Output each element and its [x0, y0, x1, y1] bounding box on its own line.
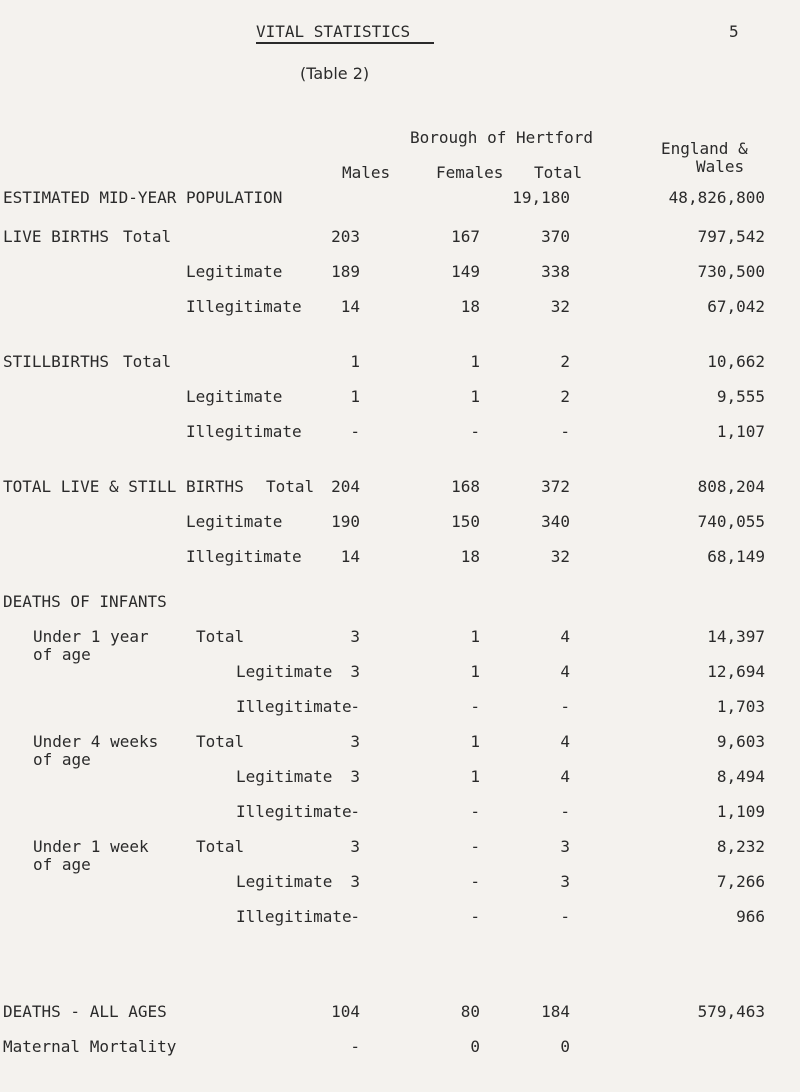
- live-births-row-females: 167: [451, 227, 480, 246]
- total-births-row-total: 32: [550, 547, 570, 566]
- total-births-row-females: 150: [451, 512, 480, 531]
- stillbirths-row-males: 1: [350, 352, 360, 371]
- population-label: ESTIMATED MID-YEAR POPULATION: [3, 188, 283, 207]
- live-births-row-total: 370: [541, 227, 570, 246]
- stillbirths-row-england: 1,107: [716, 422, 765, 441]
- total-header: Total: [534, 163, 583, 182]
- live-births-row-males: 14: [340, 297, 360, 316]
- infant-row-label: Legitimate: [236, 662, 333, 681]
- total-births-row-label: Total: [266, 477, 315, 496]
- infant-row-total: 4: [560, 732, 570, 751]
- deaths-all-england: 579,463: [697, 1002, 765, 1021]
- infant-row-females: -: [470, 907, 480, 926]
- live-births-row-label: Legitimate: [186, 262, 283, 281]
- stillbirths-row-label: Total: [123, 352, 172, 371]
- infant-row-total: 4: [560, 767, 570, 786]
- stillbirths-row-males: -: [350, 422, 360, 441]
- infant-row-england: 1,703: [716, 697, 765, 716]
- infant-row-england: 12,694: [707, 662, 765, 681]
- live-births-row-males: 203: [331, 227, 360, 246]
- total-births-row-males: 204: [331, 477, 360, 496]
- infant-row-label: Legitimate: [236, 872, 333, 891]
- deaths-all-total: 184: [541, 1002, 570, 1021]
- infant-row-england: 1,109: [716, 802, 765, 821]
- males-header: Males: [342, 163, 391, 182]
- infant-row-total: -: [560, 907, 570, 926]
- live-births-row-label: Illegitimate: [186, 297, 302, 316]
- infant-row-england: 8,494: [716, 767, 765, 786]
- live-births-row-england: 67,042: [707, 297, 765, 316]
- total-births-row-females: 168: [451, 477, 480, 496]
- live-births-row-england: 730,500: [697, 262, 765, 281]
- infant-row-males: 3: [350, 767, 360, 786]
- infant-row-females: -: [470, 872, 480, 891]
- infant-row-females: -: [470, 802, 480, 821]
- infant-row-total: 3: [560, 837, 570, 856]
- stillbirths-row-label: Illegitimate: [186, 422, 302, 441]
- infant-row-males: 3: [350, 872, 360, 891]
- infant-row-total: 4: [560, 627, 570, 646]
- infant-row-england: 9,603: [716, 732, 765, 751]
- stillbirths-row-total: 2: [560, 352, 570, 371]
- stillbirths-row-females: -: [470, 422, 480, 441]
- stillbirths-row-males: 1: [350, 387, 360, 406]
- maternal-males: -: [350, 1037, 360, 1056]
- infant-group-sublabel: of age: [33, 750, 91, 769]
- population-england: 48,826,800: [668, 188, 765, 207]
- infant-row-males: 3: [350, 662, 360, 681]
- infant-group-sublabel: of age: [33, 855, 91, 874]
- infant-row-total: -: [560, 697, 570, 716]
- infant-row-label: Total: [196, 732, 245, 751]
- infant-row-label: Total: [196, 627, 245, 646]
- infant-row-males: 3: [350, 732, 360, 751]
- total-births-row-total: 340: [541, 512, 570, 531]
- infant-group-label: Under 4 weeks: [33, 732, 159, 751]
- page-number: 5: [729, 22, 739, 41]
- infant-row-label: Illegitimate: [236, 802, 352, 821]
- infant-row-females: -: [470, 697, 480, 716]
- live-births-label: LIVE BIRTHS: [3, 227, 109, 246]
- stillbirths-row-total: 2: [560, 387, 570, 406]
- total-births-row-females: 18: [460, 547, 480, 566]
- infant-row-males: -: [350, 907, 360, 926]
- stillbirths-row-england: 10,662: [707, 352, 765, 371]
- infant-row-england: 7,266: [716, 872, 765, 891]
- population-total: 19,180: [512, 188, 570, 207]
- infant-group-label: Under 1 year: [33, 627, 149, 646]
- infant-deaths-label: DEATHS OF INFANTS: [3, 592, 167, 611]
- total-births-row-males: 14: [340, 547, 360, 566]
- deaths-all-females: 80: [460, 1002, 480, 1021]
- page-title: VITAL STATISTICS: [256, 22, 411, 41]
- infant-row-females: -: [470, 837, 480, 856]
- stillbirths-row-females: 1: [470, 352, 480, 371]
- total-births-row-males: 190: [331, 512, 360, 531]
- title-underline: [256, 42, 434, 44]
- wales-header: Wales: [696, 157, 745, 176]
- live-births-row-total: 338: [541, 262, 570, 281]
- stillbirths-row-total: -: [560, 422, 570, 441]
- infant-row-england: 14,397: [707, 627, 765, 646]
- live-births-row-england: 797,542: [697, 227, 765, 246]
- total-births-row-label: Illegitimate: [186, 547, 302, 566]
- borough-header: Borough of Hertford: [410, 128, 594, 147]
- total-births-label: TOTAL LIVE & STILL BIRTHS: [3, 477, 244, 496]
- live-births-row-females: 18: [460, 297, 480, 316]
- infant-group-sublabel: of age: [33, 645, 91, 664]
- infant-row-females: 1: [470, 732, 480, 751]
- infant-row-england: 8,232: [716, 837, 765, 856]
- live-births-row-males: 189: [331, 262, 360, 281]
- females-header: Females: [436, 163, 504, 182]
- infant-group-label: Under 1 week: [33, 837, 149, 856]
- infant-row-england: 966: [736, 907, 765, 926]
- stillbirths-row-females: 1: [470, 387, 480, 406]
- infant-row-label: Illegitimate: [236, 907, 352, 926]
- total-births-row-england: 68,149: [707, 547, 765, 566]
- infant-row-total: 3: [560, 872, 570, 891]
- infant-row-label: Legitimate: [236, 767, 333, 786]
- infant-row-females: 1: [470, 662, 480, 681]
- stillbirths-row-england: 9,555: [716, 387, 765, 406]
- maternal-total: 0: [560, 1037, 570, 1056]
- infant-row-males: 3: [350, 837, 360, 856]
- live-births-row-label: Total: [123, 227, 172, 246]
- infant-row-males: -: [350, 802, 360, 821]
- stillbirths-row-label: Legitimate: [186, 387, 283, 406]
- infant-row-males: 3: [350, 627, 360, 646]
- deaths-all-males: 104: [331, 1002, 360, 1021]
- infant-row-males: -: [350, 697, 360, 716]
- deaths-all-label: DEATHS - ALL AGES: [3, 1002, 167, 1021]
- total-births-row-total: 372: [541, 477, 570, 496]
- infant-row-label: Illegitimate: [236, 697, 352, 716]
- maternal-label: Maternal Mortality: [3, 1037, 177, 1056]
- total-births-row-england: 808,204: [697, 477, 765, 496]
- england-header: England &: [661, 139, 748, 158]
- table-label: (Table 2): [300, 64, 370, 83]
- infant-row-females: 1: [470, 767, 480, 786]
- stillbirths-label: STILLBIRTHS: [3, 352, 109, 371]
- infant-row-total: 4: [560, 662, 570, 681]
- infant-row-females: 1: [470, 627, 480, 646]
- infant-row-label: Total: [196, 837, 245, 856]
- infant-row-total: -: [560, 802, 570, 821]
- total-births-row-label: Legitimate: [186, 512, 283, 531]
- maternal-females: 0: [470, 1037, 480, 1056]
- total-births-row-england: 740,055: [697, 512, 765, 531]
- live-births-row-total: 32: [550, 297, 570, 316]
- live-births-row-females: 149: [451, 262, 480, 281]
